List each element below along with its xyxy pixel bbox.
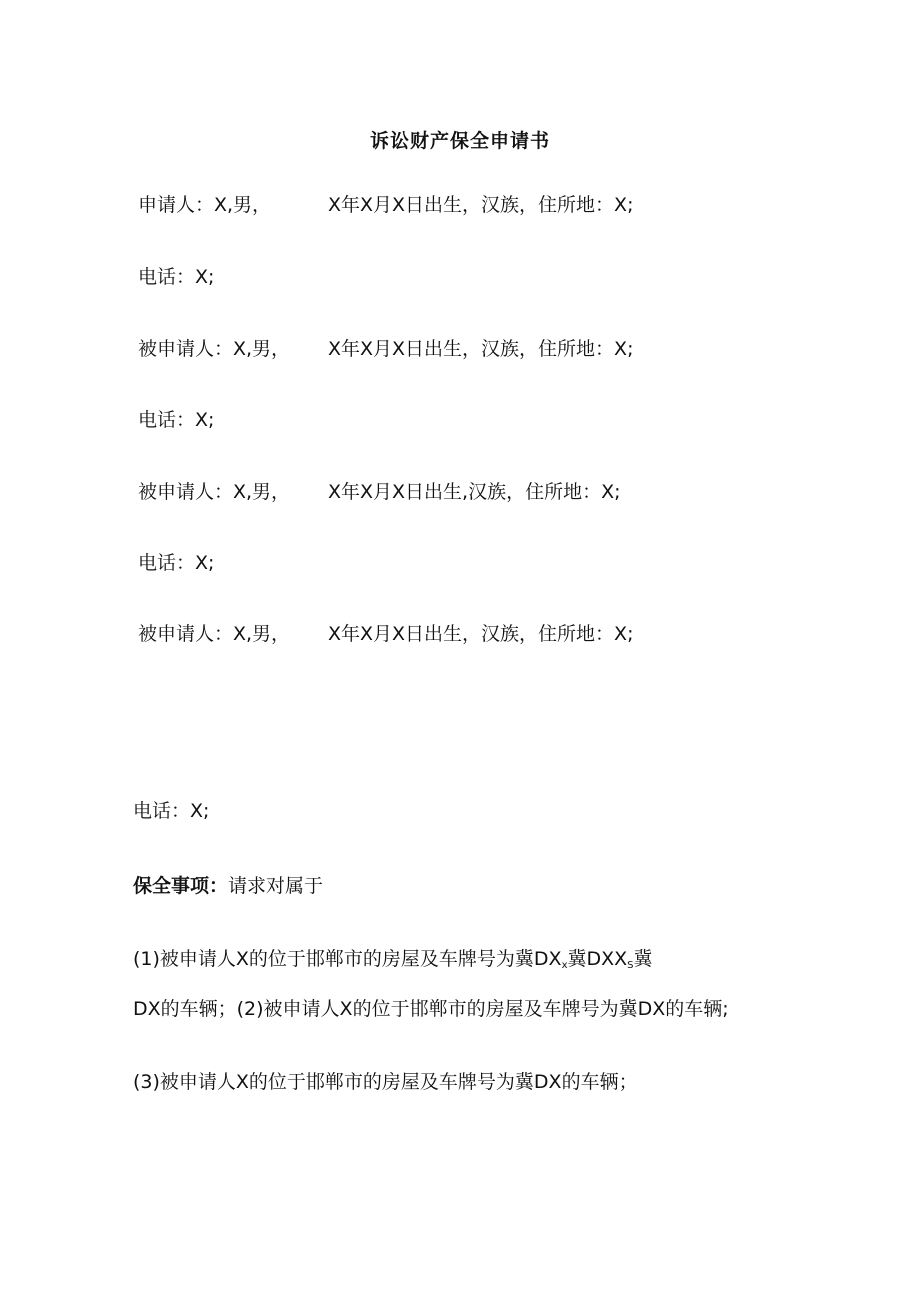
preservation-text: 请求对属于 (228, 875, 324, 897)
applicant-phone: 电话：X; (138, 266, 215, 288)
respondent-phone: 电话：X; (138, 409, 215, 431)
respondent-name: 被申请人：X,男， (138, 481, 291, 503)
item-1-text-b: 冀DXX (567, 948, 628, 970)
item-1-text-a: (1)被申请人X的位于邯郸市的房屋及车牌号为冀DX (133, 948, 562, 970)
respondent-phone: 电话：X; (133, 800, 210, 822)
respondent-details: X年X月X日出生，汉族，住所地：X; (328, 623, 634, 645)
applicant-details: X年X月X日出生，汉族，住所地：X; (328, 194, 634, 216)
item-1-sub-2: S (627, 960, 634, 971)
item-2-line: DX的车辆；(2)被申请人X的位于邯郸市的房屋及车牌号为冀DX的车辆; (133, 998, 729, 1020)
respondent-name: 被申请人：X,男， (138, 623, 291, 645)
respondent-name: 被申请人：X,男， (138, 338, 291, 360)
document-title: 诉讼财产保全申请书 (369, 130, 550, 152)
preservation-label: 保全事项： (133, 875, 229, 897)
item-1-line (133, 947, 653, 978)
respondent-details: X年X月X日出生，汉族，住所地：X; (328, 338, 634, 360)
item-3-line: (3)被申请人X的位于邯郸市的房屋及车牌号为冀DX的车辆； (133, 1071, 638, 1093)
item-1-sub-1: x (561, 960, 568, 971)
item-1-text-c: 冀 (633, 948, 653, 970)
respondent-details: X年X月X日出生,汉族，住所地：X; (328, 481, 621, 503)
respondent-phone: 电话：X; (138, 552, 215, 574)
applicant-name: 申请人：X,男， (138, 194, 272, 216)
preservation-heading (133, 874, 323, 898)
